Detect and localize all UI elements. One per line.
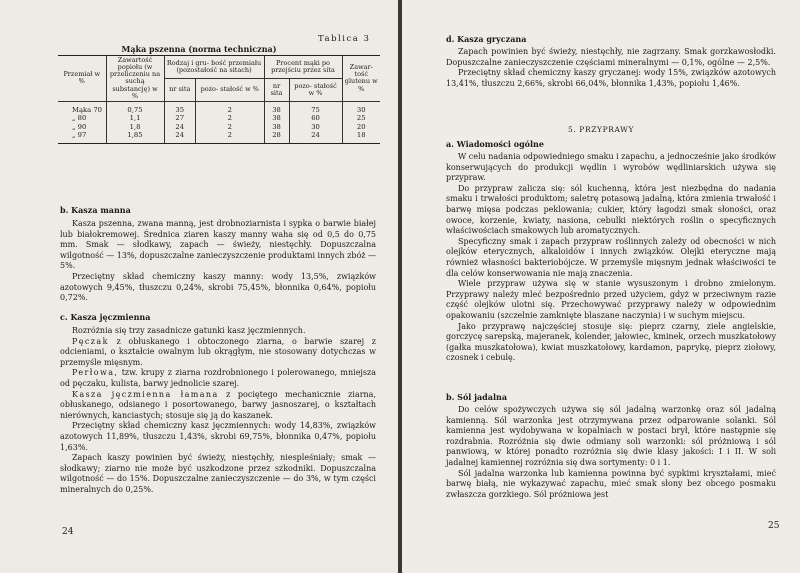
section-c-barley [60,312,376,496]
cell-sieve1: 24 [164,123,195,132]
sub-sieve2-header: nr sita [264,78,289,101]
paragraph: Do celów spożywczych używa się sól jadalną warzonkę oraz sól jadalną kamienną. Sól warzonka jest otrzymywana przez odparowanie solanki. Sól kamienna jest wydobywana w kopalniach w postaci brył, które następnie się rozdrabnia. Rozróżnia się dwie odmiany soli warzonki: sól próżniową i sól panwiową, w której ponadto rozróżnia się dwie klasy jakości: I i II. W soli jadalnej kamiennej rozróżnia się dwa sortymenty: 0 i 1. [446,405,776,467]
cell-ash: 1,8 [106,123,164,132]
term-text: z pociętego mechanicznie ziarna, obłuskanego, odsianego i posortowanego, barwy jasnoszarej, o kształtach nierównych, kanciastych; stosuje się ją do kaszanek. [60,389,376,420]
col-gluten-header: Zawar- tość glutenu w % [342,56,380,102]
table-title: Mąka pszenna (norma techniczna) [121,44,277,54]
paragraph: Zapach powinien być świeży, niestęchły, nie zagrzany. Smak gorzkawosłodki. Dopuszczalne zanieczyszczenie częściami mineralnymi — 0,1%, ogólne — 2,5%. [446,47,776,67]
paragraph: Przeciętny skład chemiczny kaszy manny: wody 13,5%, związków azotowych 9,45%, tłuszczu 0,24%, skrobi 75,45%, błonnika 0,64%, popiołu 0,72%. [60,271,376,303]
cell-gluten: 30 [342,101,380,114]
cell-ash: 1,1 [106,114,164,123]
table-row [58,101,380,114]
term-perlowa: Perłowa, [72,368,119,378]
cell-sieve2: 38 [264,114,289,123]
cell-ash: 1,85 [106,131,164,143]
paragraph: Do przypraw zalicza się: sól kuchenną, która jest niezbędna do nadania smaku i trwałości produktom; saletrę potasową jadalną, która zmienia trwałość i barwę mięsa podczas peklowania; cukier, który łagodzi smak słoności, oraz owoce, korzenie, kwiaty, nasiona, cebulki niektórych roślin o specyficznych właściwościach smakowych lub aromatycznych. [446,183,776,236]
cell-sieve2: 28 [264,131,289,143]
chapter-heading: 5. PRZYPRAWY [567,125,635,134]
cell-res1: 2 [195,114,264,123]
page-number-right: 25 [768,521,780,531]
section-heading: a. Wiadomości ogólne [446,139,544,149]
cell-res1: 2 [195,101,264,114]
cell-res1: 2 [195,123,264,132]
cell-gluten: 25 [342,114,380,123]
group-grind-header: Rodzaj i gru- bość przemiału (pozostałość na sitach) [164,56,264,79]
term-lamana: Kasza jęczmienna łamana [72,389,219,399]
cell-gluten: 18 [342,131,380,143]
cell-res2: 30 [289,123,342,132]
section-d-buckwheat [446,34,776,89]
table-row [58,131,380,143]
cell-ash: 0,75 [106,101,164,114]
section-heading: b. Kasza manna [60,205,131,215]
paragraph [60,337,376,369]
cell-gluten: 20 [342,123,380,132]
table-label: Tablica 3 [318,34,371,44]
table-row [58,123,380,132]
flour-norm-table [58,55,380,144]
page-number-left: 24 [62,527,74,537]
cell-sieve1: 35 [164,101,195,114]
section-heading: d. Kasza gryczana [446,34,527,44]
section-heading: c. Kasza jęczmienna [60,312,151,322]
paragraph: Przeciętny skład chemiczny kaszy gryczanej: wody 15%, związków azotowych 13,41%, tłuszczu 2,66%, skrobi 66,04%, błonnika 1,43%, popiołu 1,46%. [446,68,776,88]
paragraph: Przeciętny skład chemiczny kasz jęczmiennych: wody 14,83%, związków azotowych 11,89%, tłuszczu 1,43%, skrobi 69,75%, błonnika 0,47%, popiołu 1,63%. [60,421,376,452]
col-ash-header: Zawartość popiołu (w przeliczeniu na suchą substancję) w % [106,56,164,102]
cell-res2: 75 [289,101,342,114]
paragraph [60,390,376,422]
sub-residue-header: pozo- stałość w % [195,78,264,101]
paragraph: Rozróżnia się trzy zasadnicze gatunki kasz jęczmiennych. [72,326,306,335]
paragraph: Kasza pszenna, zwana manną, jest drobnoziarnista i sypka o barwie białej lub białokremowej. Średnica ziaren kaszy manny waha się od 0,5 do 0,75 mm. Smak — słodkawy, zapach — świeży, niestęchły. Dopuszczalna wilgotność — 13%, dopuszczalne zanieczyszczenie produktami innych zbóż — 5%. [60,219,377,271]
paragraph: Sól jadalna warzonka lub kamienna powinna być sypkimi kryształami, mieć barwę białą, nie wykazywać zapachu, mieć smak słony bez obcego posmaku zwłaszcza gorzkiego. Sól próżniowa jest [446,468,776,499]
paragraph: Zapach kaszy powinien być świeży, niestęchły, niespleśniały; smak — słodkawy; ziarno nie może być uszkodzone przez szkodniki. Dopuszczalna wilgotność — do 15%. Dopuszczalne zanieczyszczenie — do 3%, w tym części mineralnych do 0,25%. [60,453,376,494]
left-page [0,0,398,573]
cell-flour: „ 97 [58,131,106,143]
term-text: tzw. krupy z ziarna rozdrobnionego i polerowanego, mniejsza od pęczaku, kulista, barwy jednolicie szarej. [60,368,376,388]
col-flour-header: Przemiał w % [58,56,106,102]
sub-sieve-header: nr sita [164,78,195,101]
cell-flour: „ 80 [72,114,87,123]
section-a-general [446,139,776,364]
section-b-salt [446,392,776,500]
right-page [402,0,800,573]
sub-residue2-header: pozo- stałość w % [289,78,342,101]
cell-sieve1: 24 [164,131,195,143]
term-text: z obłuskanego i obtoczonego ziarna, o barwie szarej z odcieniami, o kształcie owalnym lub okrągłym, nie stosowany dotychczas w przemyśle mięsnym. [60,336,377,367]
section-b-manna [60,205,376,304]
cell-res2: 60 [289,114,342,123]
cell-sieve1: 27 [164,114,195,123]
group-pass-header: Procent mąki po przejściu przez sita [264,56,342,79]
paragraph [60,368,376,389]
cell-res2: 24 [289,131,342,143]
cell-res1: 2 [195,131,264,143]
cell-sieve2: 38 [264,123,289,132]
paragraph: W celu nadania odpowiedniego smaku i zapachu, a jednocześnie jako środków konserwujących do produkcji wędlin i wyrobów wędliniarskich używa się przypraw. [446,152,776,183]
cell-sieve2: 38 [264,101,289,114]
paragraph: Specyficzny smak i zapach przypraw roślinnych zależy od obecności w nich olejków eterycznych, alkaloidów i innych związków. Olejki eteryczne mają również własności bakteriobójcze. W przemyśle mięsnym jednak właściwości te dla celów konserwowania nie mają znaczenia. [446,236,776,278]
paragraph: Jako przyprawę najczęściej stosuje się: pieprz czarny, ziele angielskie, gorczycę sarepską, majeranek, kolender, jałowiec, kminek, orzech muszkatołowy (gałka muszkatołowa), kwiat muszkatołowy, kardamon, paprykę, pieprz ziołowy, czosnek i cebulę. [446,321,776,363]
section-heading: b. Sól jadalna [446,392,507,402]
cell-flour: Mąka 70 [72,105,102,114]
table-row [58,114,380,123]
term-peczak: Pęczak [72,336,109,346]
cell-flour: „ 90 [72,122,87,131]
paragraph: Wiele przypraw używa się w stanie wysuszonym i drobno zmielonym. Przyprawy należy mleć bezpośrednio przed użyciem, gdyż w przeciwnym razie część olejków ulotni się. Przechowywać przyprawy należy w odpowiednim opakowaniu (szczelnie zamknięte blaszane naczynia) i w suchym miejscu. [446,279,776,320]
